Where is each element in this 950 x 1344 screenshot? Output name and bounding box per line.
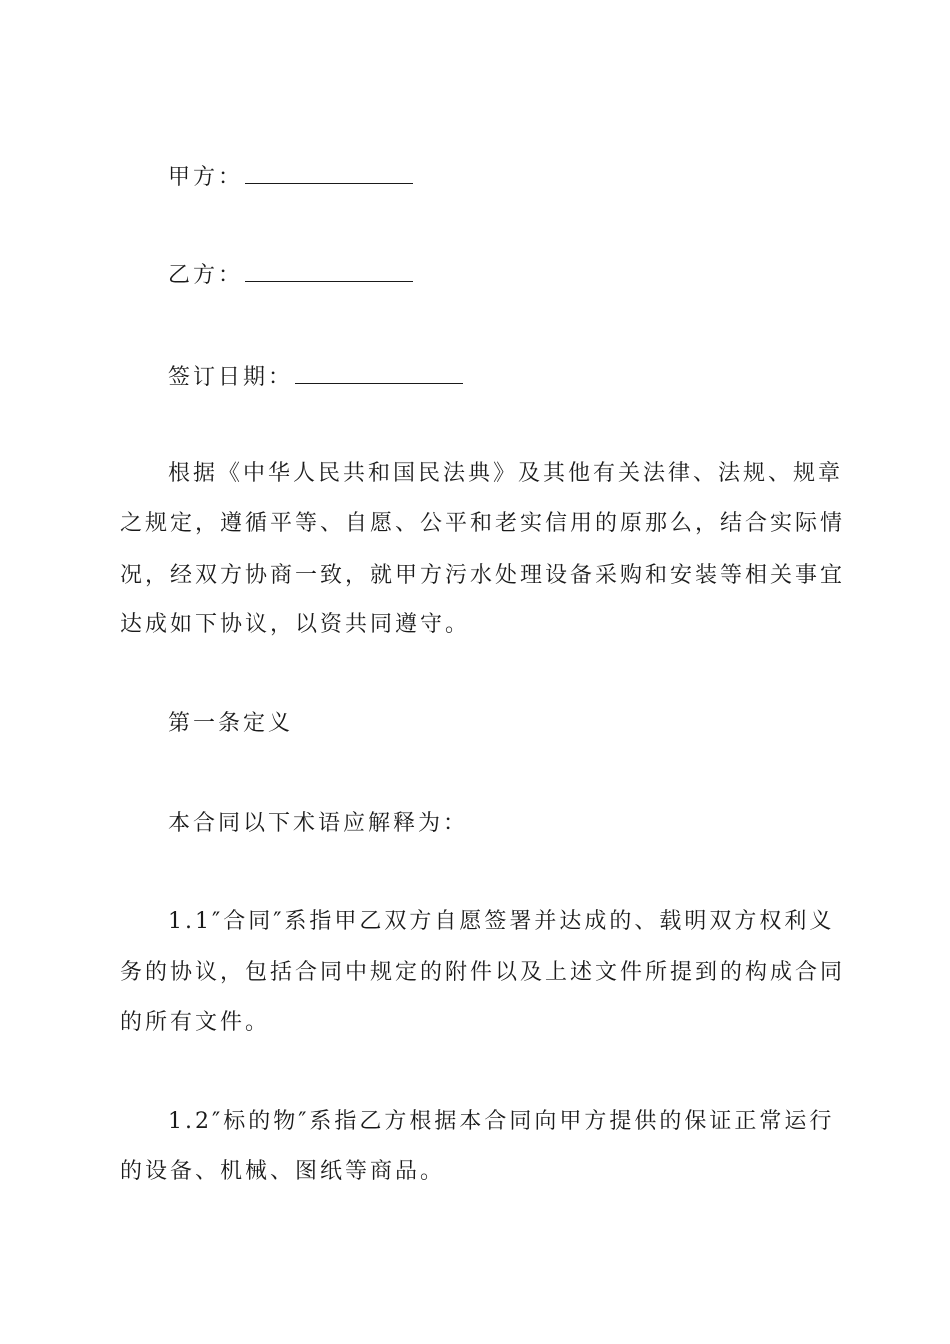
intro-line-1: 根据《中华人民共和国民法典》及其他有关法律、法规、规章 xyxy=(168,461,844,486)
party-a-field xyxy=(168,163,832,193)
party-b-blank xyxy=(245,261,413,282)
intro-line-4: 达成如下协议，以资共同遵守。 xyxy=(120,612,471,637)
sign-date-label: 签订日期： xyxy=(168,365,294,390)
clause-1-1-line-2: 务的协议，包括合同中规定的附件以及上述文件所提到的构成合同 xyxy=(120,960,846,985)
party-b-field xyxy=(168,261,832,291)
intro-line-3: 况，经双方协商一致，就甲方污水处理设备采购和安装等相关事宜 xyxy=(120,563,846,588)
clause-1-2-line-2: 的设备、机械、图纸等商品。 xyxy=(120,1159,446,1184)
party-a-label: 甲方： xyxy=(168,165,244,190)
intro-line-2: 之规定，遵循平等、自愿、公平和老实信用的原那么，结合实际情 xyxy=(120,511,846,536)
clause-1-2-line-1: 1.2″标的物″系指乙方根据本合同向甲方提供的保证正常运行 xyxy=(168,1109,835,1134)
sign-date-blank xyxy=(295,363,463,384)
sign-date-field xyxy=(168,363,832,393)
article-1-lead: 本合同以下术语应解释为： xyxy=(168,811,469,836)
article-1-title: 第一条定义 xyxy=(168,711,294,736)
party-b-label: 乙方： xyxy=(168,263,244,288)
party-a-blank xyxy=(245,163,413,184)
clause-1-1-line-1: 1.1″合同″系指甲乙双方自愿签署并达成的、载明双方权利义 xyxy=(168,909,835,934)
clause-1-1-line-3: 的所有文件。 xyxy=(120,1010,271,1035)
